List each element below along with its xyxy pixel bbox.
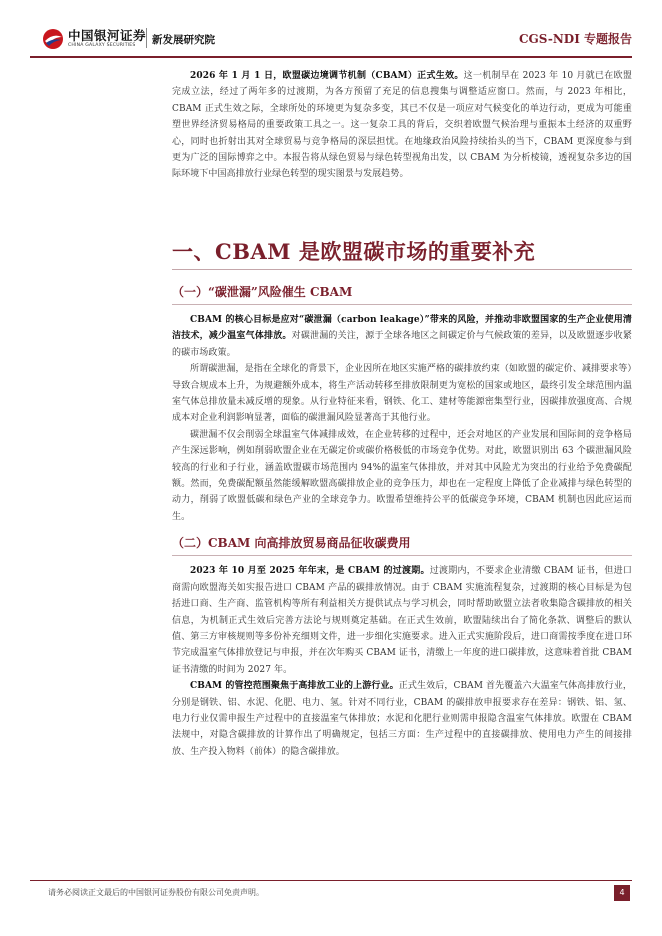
paragraph-lead: CBAM 的管控范围聚焦于高排放工业的上游行业。 [190, 681, 399, 692]
intro-lead: 2026 年 1 月 1 日，欧盟碳边境调节机制（CBAM）正式生效。 [190, 71, 464, 81]
galaxy-logo-icon [42, 28, 64, 50]
paragraph-text: 过渡期内，不要求企业清缴 CBAM 证书，但进口商需向欧盟海关如实报告进口 CBAM 产品的碳排放情况。由于 CBAM 实施流程复杂，过渡期的核心目标是为包括进口商、生产商、监管机构等所有利益相关方提供试点与学习机会，同时帮助欧盟立法者收集隐含碳排放的相关信息，为机制正式生效后完善方法论与规则奠定基础。在正式生效前，欧盟陆续出台了简化条款、调整后的默认值、第三方审核规则等多份补充细则文件，进一步细化实施要求。进入正式实施阶段后，进口商需按季度在进口环节完成温室气体排放登记与申报，并在次年购买 CBAM 证书，清缴上一年度的进口碳排放，这意味着首批 CBAM 证书清缴的时间为 2027 年。 [172, 566, 633, 675]
paragraph-lead: 2023 年 10 月至 2025 年年末，是 CBAM 的过渡期。 [190, 566, 430, 577]
intro-text: 这一机制早在 2023 年 10 月就已在欧盟完成立法，经过了两年多的过渡期，为各方预留了充足的信息搜集与调整适应窗口。然而，与 2023 年相比，CBAM 正式生效之际，全球所处的环境更为复杂多变，其已不仅是一项应对气候变化的单边行动，更成为可能重塑世界经济贸易格局的重要政策工具之一。这一复杂工具的背后，交织着欧盟气候治理与重振本土经济的双重野心，同时也折射出其对全球贸易与竞争格局的深层担忧。在地缘政治风险持续抬头的当下，CBAM 更深度参与到更为广泛的国际博弈之中。本报告将从绿色贸易与绿色转型视角出发，以 CBAM 为分析棱镜，透视复杂多边的国际环境下中国高排放行业绿色转型的现实图景与发展趋势。 [172, 71, 632, 180]
paragraph [172, 563, 632, 678]
subsection-rule-1 [172, 304, 632, 305]
brand-name-cn: 中国银河证券 [68, 28, 147, 43]
section-title-rule [172, 269, 632, 270]
footer-rule [30, 880, 632, 881]
paragraph [172, 678, 632, 760]
paragraph [172, 312, 632, 361]
paragraph-text: 正式生效后，CBAM 首先覆盖六大温室气体高排放行业，分别是钢铁、铝、水泥、化肥、电力、氢。针对不同行业，CBAM 的碳排放申报要求存在差异：钢铁、铝、氢、电力行业仅需申报生产过程中的直接温室气体排放；水泥和化肥行业则需申报隐含温室气体排放。欧盟在 CBAM 法规中，对隐含碳排放的计算作出了明确规定，包括三方面：生产过程中的直接碳排放、使用电力产生的间接排放、生产投入物料（前体）的隐含碳排放。 [172, 681, 633, 757]
intro-block [172, 68, 632, 183]
subsection-title-2: （二）CBAM 向高排放贸易商品征收碳费用 [172, 536, 411, 551]
report-tag: CGS-NDI 专题报告 [518, 32, 632, 46]
subsection-rule-2 [172, 555, 632, 556]
paragraph-text: 对碳泄漏的关注，源于全球各地区之间碳定价与气候政策的差异，以及欧盟逐步收紧的碳市场政策。 [172, 331, 632, 358]
page-number: 4 [614, 885, 630, 901]
header-divider [146, 28, 147, 48]
paragraph: 碳泄漏不仅会削弱全球温室气体减排成效，在企业转移的过程中，还会对地区的产业发展和国际间的竞争格局产生深远影响，例如削弱欧盟企业在无碳定价或碳价格极低的市场竞争优势。对此，欧盟识别出 63 个碳泄漏风险较高的行业和子行业，涵盖欧盟碳市场范围内 94%的温室气体排放，并对其中风险尤为突出的行业给予免费碳配额。然而，免费碳配额虽然能缓解欧盟高碳排放企业的竞争压力，却也在一定程度上降低了企业减排与绿色转型的动力，削弱了欧盟低碳和绿色产业的全球竞争力。欧盟希望维持公平的低碳竞争环境，CBAM 机制也因此应运而生。 [172, 429, 632, 522]
paragraph: 所谓碳泄漏，是指在全球化的背景下，企业因所在地区实施严格的碳排放约束（如欧盟的碳定价、减排要求等）导致合规成本上升，为规避额外成本，将生产活动转移至排放限制更为宽松的国家或地区，最终引发全球范围内温室气体总排放量未减反增的现象。从行业特征来看，钢铁、化工、建材等能源密集型行业，因碳排放强度高、合规成本对企业利润影响显著，面临的碳泄漏风险显著高于其他行业。 [172, 364, 632, 424]
footer-disclaimer: 请务必阅读正文最后的中国银河证券股份有限公司免责声明。 [48, 888, 264, 897]
brand-name-en: CHINA GALAXY SECURITIES [68, 43, 136, 48]
section-title: 一、CBAM 是欧盟碳市场的重要补充 [172, 239, 536, 264]
intro-paragraph [172, 68, 632, 183]
section-body [172, 283, 632, 760]
header-rule [30, 56, 632, 58]
paragraph-lead: CBAM 的核心目标是应对“碳泄漏（carbon leakage）”带来的风险，并推动非欧盟国家的生产企业使用清洁技术，减少温室气体排放。 [172, 315, 632, 342]
department-name: 新发展研究院 [152, 34, 215, 46]
page-header [0, 0, 662, 58]
subsection-title-1: （一）“碳泄漏”风险催生 CBAM [172, 285, 353, 299]
